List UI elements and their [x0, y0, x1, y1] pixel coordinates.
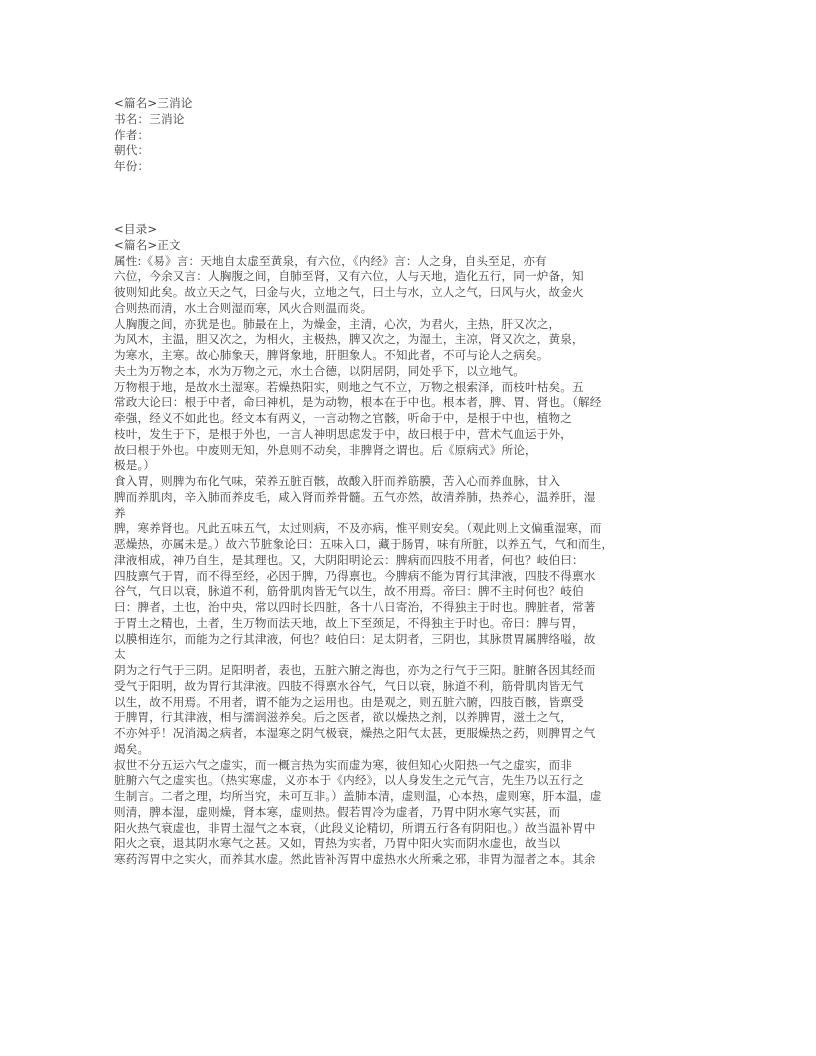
body-line: 为风木，主温，胆又次之，为相火，主极热，脾又次之，为湿土，主凉，肾又次之，黄泉， [114, 332, 584, 347]
document-header [114, 96, 710, 175]
spacer-3 [114, 206, 710, 222]
body-line: 于胃土之精也，土者，生万物而法天地，故上下至颈足，不得独主于时也。帝曰：脾与胃， [114, 615, 584, 630]
document-body [114, 254, 710, 868]
body-line: 寒药泻胃中之实火，而养其水虚。然此皆补泻胃中虚热水火所乘之邪，非胃为湿者之本。其余 [114, 852, 596, 866]
body-line: 为寒水，主寒。故心肺象天，脾肾象地，肝胆象人。不知此者，不可与论人之病矣。 [114, 348, 549, 362]
body-line: 太 [114, 647, 126, 662]
body-line: 阳火之衰，退其阴水寒气之甚。又如，胃热为实者，乃胃中阳火实而阴水虚也，故当以 [114, 836, 561, 851]
body-line: 不亦舛乎！况消渴之病者，本湿寒之阴气极衰，燥热之阳气太甚，更服燥热之药，则脾胃之气 [114, 726, 596, 740]
body-line: 常政大论曰：根于中者，命曰神机，是为动物，根本在于中也。根本者，脾、胃、肾也。（解经 [114, 395, 602, 410]
body-line: 人胸腹之间，亦犹是也。肺最在上，为燥金，主清，心次，为君火，主热，肝又次之， [114, 316, 561, 331]
body-line: 生制言。二者之理，均所当究，未可互非。）盖肺本清，虚则温，心本热，虚则寒，肝本温，虚 [114, 789, 602, 803]
body-line: 四肢禀气于胃，而不得至经，必因于脾，乃得禀也。今脾病不能为胃行其津液，四肢不得禀水 [114, 568, 596, 583]
body-line: 于脾胃，行其津液，相与濡润滋养矣。后之医者，欲以燥热之剂，以养脾胃，滋土之气， [114, 710, 573, 725]
body-line: 以生，故不用焉。不用者，谓不能为之运用也。由是观之，则五脏六腑，四肢百骸，皆禀受 [114, 694, 584, 709]
body-line: 彼则知此矣。故立天之气，曰金与火，立地之气，曰土与水，立人之气，曰风与火，故金火 [114, 285, 584, 299]
spacer-1 [114, 175, 710, 191]
篇名-title-tag: <篇名>三消论 [114, 96, 193, 110]
body-line: 阴为之行气于三阴。足阳明者，表也，五脏六腑之海也，亦为之行气于三阳。脏腑各因其经而 [114, 663, 596, 677]
body-line: 阳火热气衰虚也，非胃土湿气之本衰，（此段义论精切，所谓五行各有阴阳也。）故当温补胃中 [114, 820, 596, 835]
book-name-label: 书名：三消论 [114, 111, 185, 126]
body-line: 枝叶，发生于下，是根于外也，一言人神明思虑发于中，故曰根于中，营术气血运于外， [114, 426, 573, 441]
author-label: 作者： [114, 127, 150, 142]
body-line: 受气于阳明，故为胃行其津液。四肢不得禀水谷气，气日以衰，脉道不利，筋骨肌肉皆无气 [114, 678, 584, 693]
body-line: 恶燥热，亦属未是。）故六节脏象论曰：五味入口，藏于肠胃，味有所脏，以养五气，气和而生， [114, 537, 614, 551]
body-line: 六位，今余又言：人胸腹之间，自肺至肾，又有六位，人与天地，造化五行，同一炉备，知 [114, 269, 584, 284]
body-line: 养 [114, 505, 126, 520]
body-line: 脾，寒养肾也。凡此五味五气，太过则病，不及亦病，惟平则安矣。（观此则上文偏重湿寒，而 [114, 521, 602, 536]
body-line: 曰：脾者，土也，治中央，常以四时长四脏，各十八日寄治，不得独主于时也。脾脏者，常著 [114, 600, 596, 614]
body-line: 谷气，气日以衰，脉道不利，筋骨肌肉皆无气以生，故不用焉。帝曰：脾不主时何也？岐伯 [114, 584, 584, 599]
篇名-正文-tag: <篇名>正文 [114, 237, 181, 252]
body-line: 极是。） [114, 458, 156, 473]
body-line: 脾而养肌肉，辛入肺而养皮毛，咸入肾而养骨髓。五气亦然，故清养肺，热养心，温养肝，湿 [114, 489, 596, 504]
body-line: 食入胃，则脾为布化气味，荣养五脏百骸，故酸入肝而养筋膜，苦入心而养血脉，甘入 [114, 474, 561, 488]
body-line: 故曰根于外也。中废则无知，外息则不动矣，非脾肾之谓也。后《原病式》所论， [114, 442, 537, 457]
dynasty-label: 朝代： [114, 143, 150, 158]
body-line: 竭矣。 [114, 741, 150, 756]
body-line: 叔世不分五运六气之虚实，而一概言热为实而虚为寒，彼但知心火阳热一气之虚实，而非 [114, 757, 573, 772]
year-label: 年份： [114, 159, 150, 173]
body-line: 夫土为万物之本，水为万物之元，水土合德，以阴居阴，同处乎下，以立地气。 [114, 363, 526, 378]
body-line: 合则热而清，水土合则湿而寒，风火合则温而炎。 [114, 300, 373, 315]
body-line: 脏腑六气之虚实也。（热实寒虚，义亦本于《内经》，以人身发生之元气言，先生乃以五行之 [114, 773, 584, 788]
目录-tag: <目录> [114, 222, 158, 236]
body-line: 属性:《易》言：天地自太虚至黄泉，有六位，《内经》言：人之身，自头至足，亦有 [114, 253, 547, 268]
body-line: 以膜相连尔，而能为之行其津液，何也？岐伯曰：足太阴者，三阴也，其脉贯胃属脾络嗌，故 [114, 631, 596, 646]
document-content [114, 96, 710, 868]
body-line: 则清，脾本湿，虚则燥，肾本寒，虚则热。假若胃冷为虚者，乃胃中阴水寒气实甚，而 [114, 804, 561, 819]
body-line: 万物根于地，是故水土湿寒。若燥热阳实，则地之气不立，万物之根索泽，而枝叶枯矣。五 [114, 379, 584, 394]
spacer-2 [114, 191, 710, 207]
body-line: 牵强，经义不如此也。经文本有两义，一言动物之官骸，听命于中，是根于中也，植物之 [114, 411, 573, 425]
body-line: 津液相成，神乃自生，是其理也。又，大阴阳明论云：脾病而四肢不用者，何也？岐伯曰： [114, 552, 584, 567]
